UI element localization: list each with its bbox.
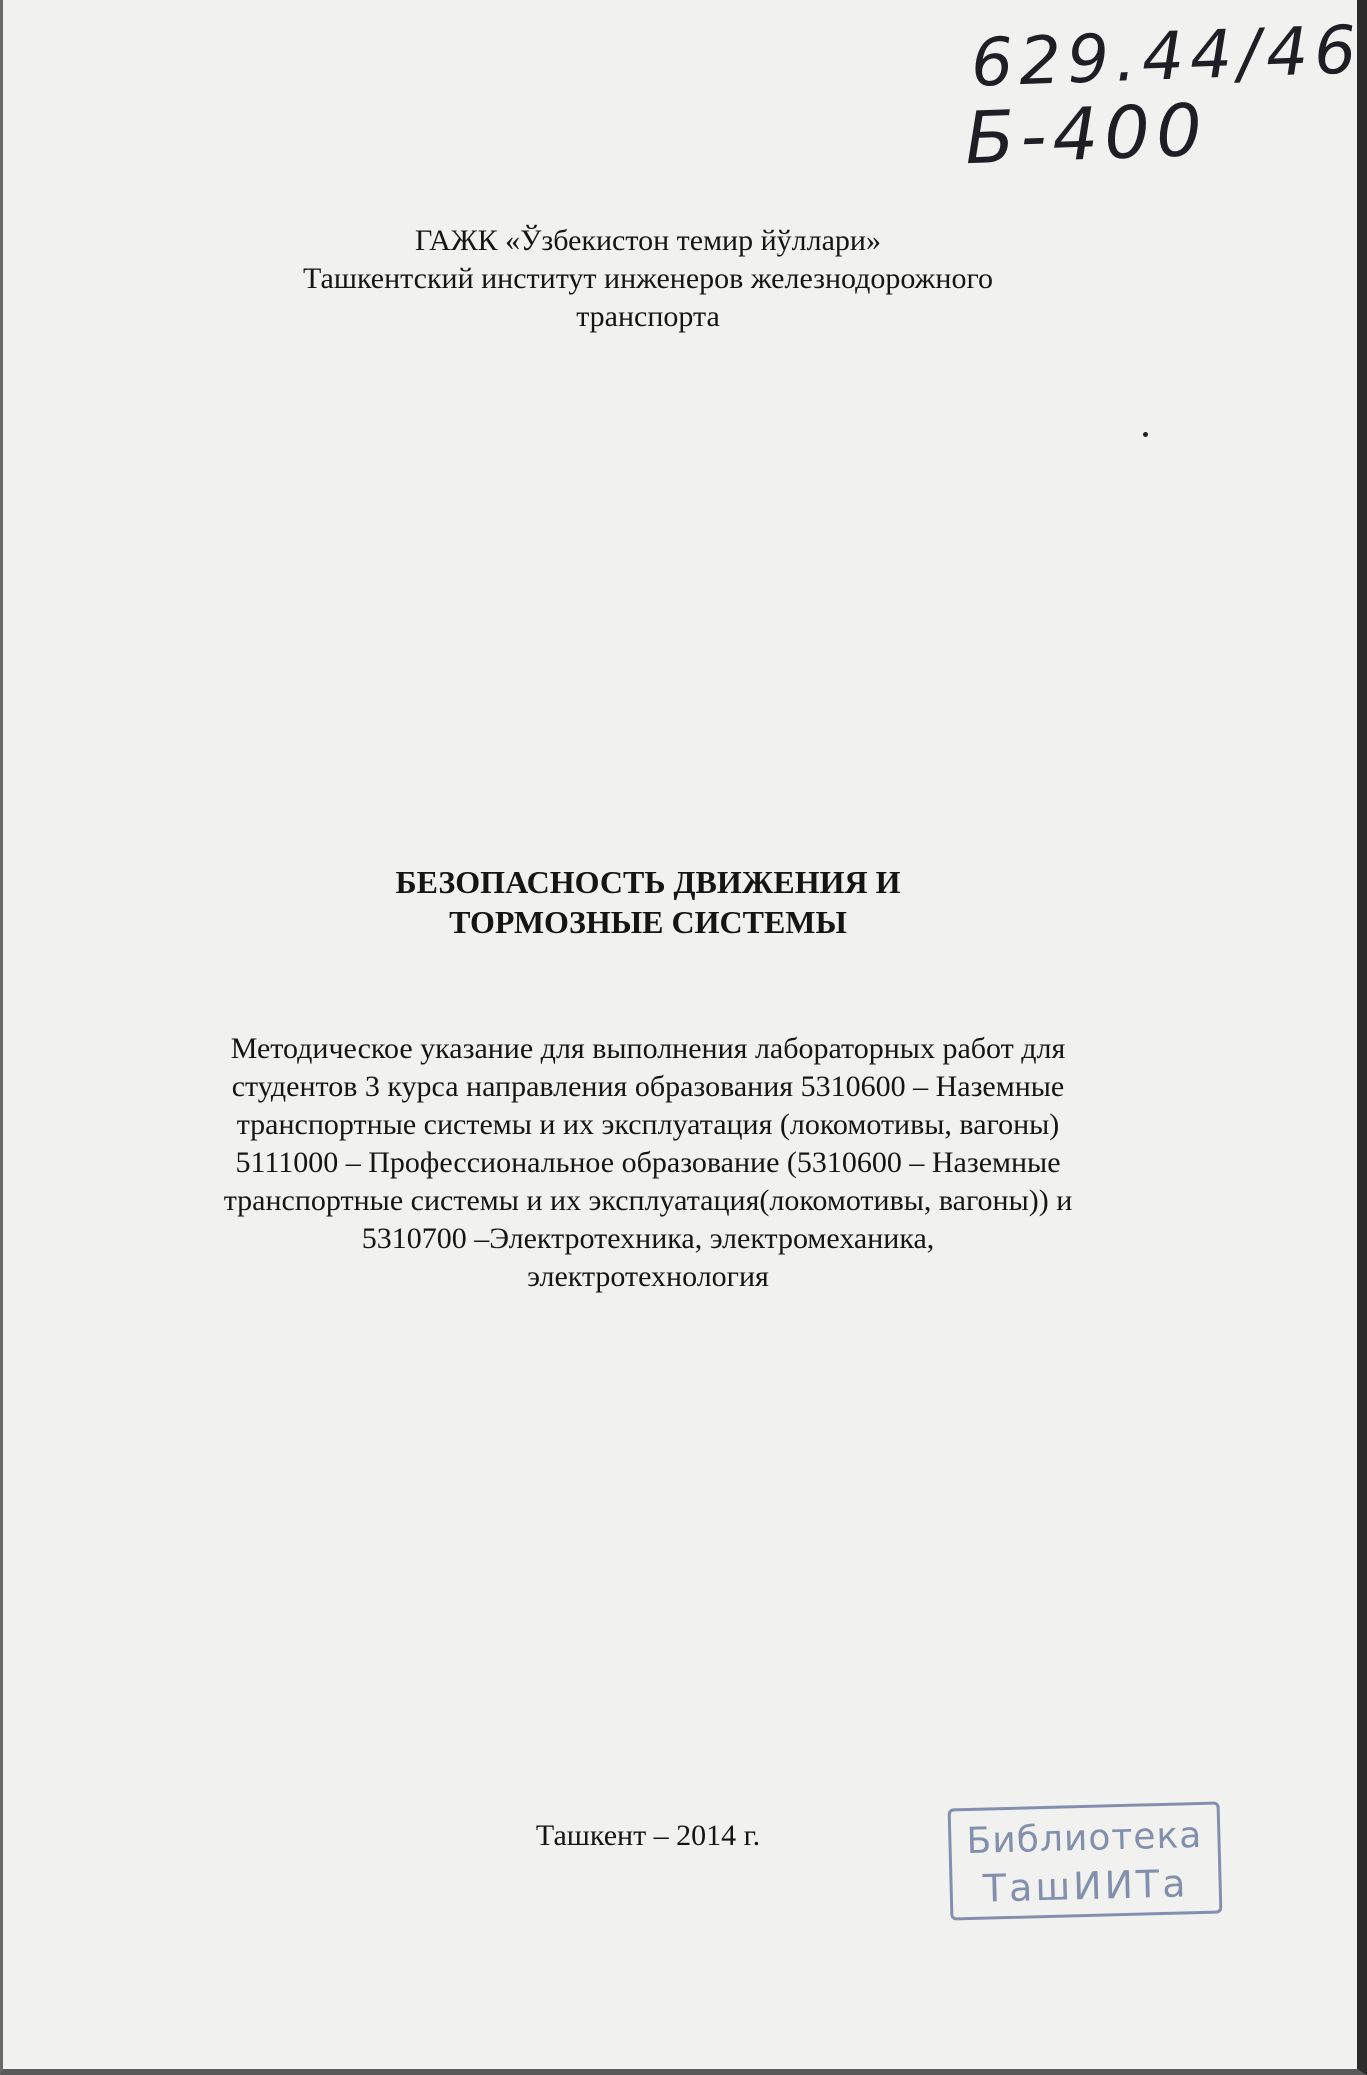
handwritten-classification-code: 629.44/46 — [969, 11, 1364, 102]
title-line-1: БЕЗОПАСНОСТЬ ДВИЖЕНИЯ И — [395, 864, 901, 900]
city-year: Ташкент – 2014 г. — [535, 1819, 761, 1852]
stamp-line-1: Библиотека — [966, 1814, 1203, 1863]
institution-header — [3, 222, 1293, 336]
description-line-6: 5310700 –Электротехника, электромеханика, — [361, 1222, 935, 1255]
document-description — [103, 1030, 1193, 1296]
description-line-2: студентов 3 курса направления образования 5310600 – Наземные — [231, 1070, 1065, 1103]
description-line-5: транспортные системы и их эксплуатация(локомотивы, вагоны)) и — [223, 1184, 1073, 1217]
title-line-2: ТОРМОЗНЫЕ СИСТЕМЫ — [449, 904, 847, 940]
description-line-4: 5111000 – Профессиональное образование (5310600 – Наземные — [235, 1146, 1061, 1179]
library-stamp — [948, 1801, 1223, 1920]
handwritten-author-mark: Б-400 — [963, 87, 1210, 181]
document-title — [3, 862, 1293, 942]
header-line-2: Ташкентский институт инженеров железнодорожного — [302, 262, 994, 295]
description-line-1: Методическое указание для выполнения лабораторных работ для — [230, 1032, 1066, 1065]
description-line-7: электротехнология — [527, 1260, 769, 1293]
header-line-1: ГАЖК «Ўзбекистон темир йўллари» — [415, 224, 881, 257]
header-line-3: транспорта — [576, 300, 720, 333]
scan-speck — [1143, 432, 1148, 437]
description-line-3: транспортные системы и их эксплуатация (локомотивы, вагоны) — [236, 1108, 1060, 1141]
stamp-line-2: ТашИИТа — [982, 1861, 1190, 1911]
